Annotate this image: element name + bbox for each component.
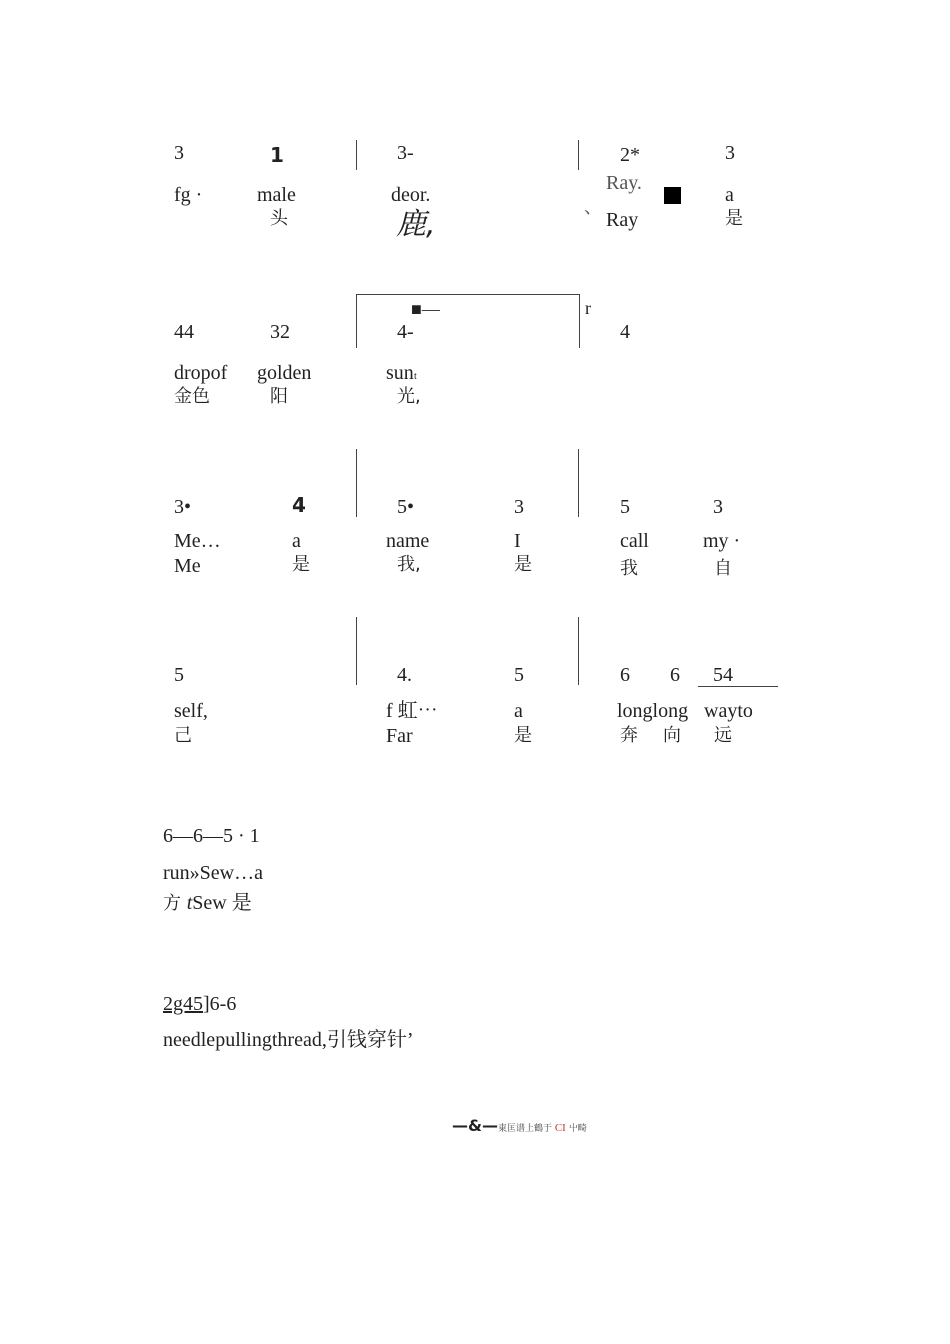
bar-line <box>578 140 579 170</box>
footer-text: 東匡谱上鶴于 <box>497 1124 555 1134</box>
lyric-en: dropof <box>174 362 228 384</box>
lyric-cn: 光, <box>397 386 421 407</box>
lyric-en: self, <box>174 700 208 722</box>
r-mark: r <box>585 298 591 318</box>
lyric-line: run»Sew…a <box>163 862 263 884</box>
note: 3 <box>713 496 723 518</box>
lyric-cn: 我, <box>397 554 421 575</box>
note: 3 <box>514 496 524 518</box>
note: 6 <box>670 664 680 686</box>
lyric-en: wayto <box>704 700 753 722</box>
bar-line <box>356 140 357 170</box>
footer-accent-text: CI <box>554 1122 566 1134</box>
lyric-line: needlepullingthread,引钱穿针’ <box>163 1029 414 1051</box>
lyric-cn-large: 鹿, <box>396 207 436 242</box>
lyric-en: Me… <box>174 530 221 552</box>
subscript: t <box>414 371 417 382</box>
note: 5 <box>174 664 184 686</box>
note: 5• <box>397 496 415 518</box>
lyric-en: call <box>620 530 649 552</box>
beam-line <box>698 686 778 687</box>
notes-line <box>163 994 236 1014</box>
note: 3- <box>397 142 414 164</box>
lyric-cn: 金色 <box>174 386 210 407</box>
lyric-en: male <box>257 184 296 206</box>
lyric-en: my · <box>703 530 741 552</box>
lyric-en: Me <box>174 555 201 577</box>
note: 2* <box>620 144 640 166</box>
tick-mark: 、 <box>584 197 602 217</box>
lyric-en: a <box>292 530 301 552</box>
lyric-en: Ray <box>606 209 639 231</box>
note: 3 <box>174 142 184 164</box>
bar-line <box>578 449 579 517</box>
lyric-en: name <box>386 530 430 552</box>
note: 6 <box>620 664 630 686</box>
lyric-en: I <box>514 530 521 552</box>
notes-line: 6—6—5 · 1 <box>163 825 260 847</box>
note: 3• <box>174 496 192 518</box>
footer-text: 屮畸 <box>565 1124 587 1134</box>
lyric-en: Ray. <box>606 172 642 194</box>
lyric-cn: 阳 <box>270 386 288 407</box>
lyric-en: golden <box>257 362 312 384</box>
lyric-cn: 己 <box>174 725 192 746</box>
lyric-line <box>163 893 252 913</box>
lyric-en: a <box>725 184 734 206</box>
lyric-cn: 远 <box>714 725 732 746</box>
note: 5 <box>620 496 630 518</box>
italic-t: t <box>186 892 193 914</box>
note: 4 <box>620 321 630 343</box>
bar-line <box>356 449 357 517</box>
black-square-mark <box>664 187 681 204</box>
note: 44 <box>174 321 194 343</box>
lyric-en: f 虹⋯ <box>386 700 438 722</box>
bracket-mark: ■— <box>411 299 440 319</box>
lyric-mixed: Sew 是 <box>192 892 252 914</box>
note: 4. <box>397 664 412 686</box>
note: 3 <box>725 142 735 164</box>
lyric-en: sun <box>386 362 414 384</box>
note: 32 <box>270 321 290 343</box>
lyric-cn: 是 <box>725 208 743 229</box>
footer-dash-mark: —&— <box>452 1116 498 1135</box>
bar-line <box>356 617 357 685</box>
notes-rest: ]6-6 <box>203 993 237 1015</box>
lyric-cn: 是 <box>292 554 310 575</box>
lyric-en: a <box>514 700 523 722</box>
lyric-cn: 自 <box>714 558 732 579</box>
lyric-en: fg · <box>174 184 203 206</box>
lyric-en: deor. <box>391 184 431 206</box>
note: 1 <box>270 143 284 167</box>
lyric-cn: 头 <box>270 208 288 229</box>
page-footer <box>452 1116 587 1135</box>
lyric-cn: 是 <box>514 554 532 575</box>
lyric-cn: 奔 <box>620 725 638 746</box>
lyric-cn: 我 <box>620 558 638 579</box>
bar-line <box>578 617 579 685</box>
lyric-cn: 方 <box>163 893 187 914</box>
lyric-en: longlong <box>617 700 689 722</box>
lyric-cn: 向 <box>663 725 681 746</box>
lyric-en: Far <box>386 725 413 747</box>
note: 54 <box>713 664 733 686</box>
note: 4 <box>292 493 306 517</box>
volta-bracket <box>356 294 580 348</box>
note: 4- <box>397 321 414 343</box>
underlined-notes: 2g45 <box>163 993 203 1015</box>
lyric-cn: 是 <box>514 725 532 746</box>
note: 5 <box>514 664 524 686</box>
